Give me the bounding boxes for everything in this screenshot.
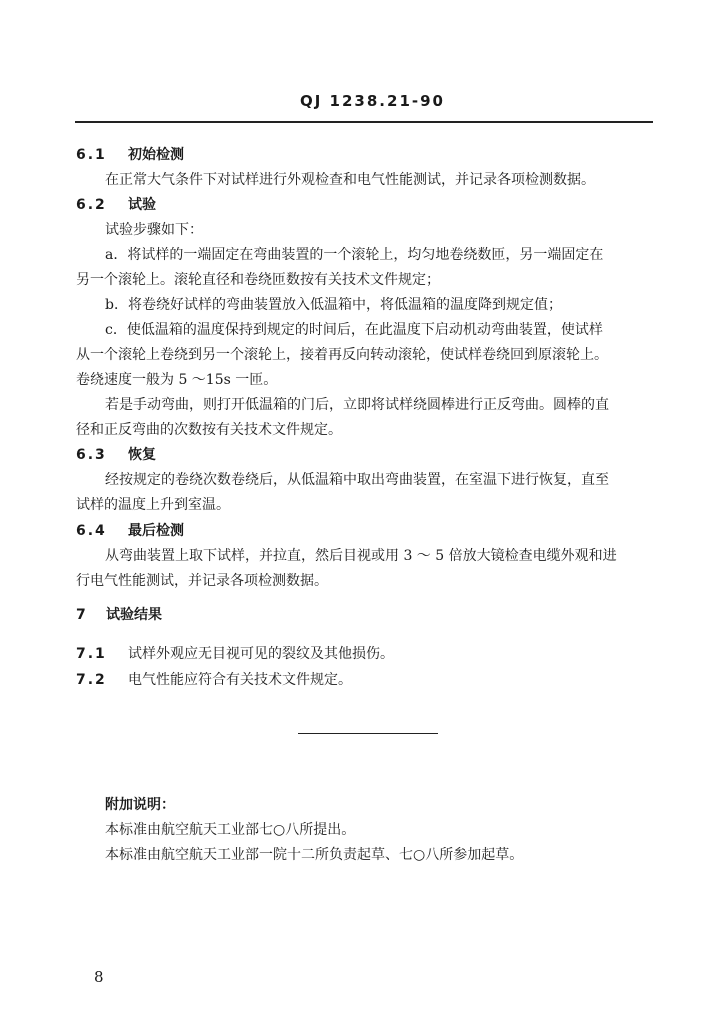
paragraph: 试样的温度上升到室温。 <box>76 497 230 513</box>
paragraph: 在正常大气条件下对试样进行外观检查和电气性能测试，并记录各项检测数据。 <box>105 172 595 188</box>
section-number: 6.3 <box>76 447 107 463</box>
note-title: 附加说明： <box>105 797 175 813</box>
paragraph: 行电气性能测试，并记录各项检测数据。 <box>76 573 328 589</box>
paragraph: 试验步骤如下： <box>105 222 203 238</box>
note-line: 本标准由航空航天工业部一院十二所负责起草、七○八所参加起草。 <box>105 847 524 863</box>
clause-7-2 <box>76 670 352 690</box>
section-number: 7 <box>76 607 86 623</box>
paragraph: 从一个滚轮上卷绕到另一个滚轮上，接着再反向转动滚轮，使试样卷绕回到原滚轮上。 <box>76 347 608 363</box>
note-line: 本标准由航空航天工业部七○八所提出。 <box>105 822 356 838</box>
heading-7 <box>76 605 162 625</box>
clause-7-1 <box>76 644 394 664</box>
header-rule <box>75 121 653 123</box>
standard-code-header: QJ 1238.21-90 <box>300 92 445 110</box>
section-number: 6.4 <box>76 523 107 539</box>
paragraph: a．将试样的一端固定在弯曲装置的一个滚轮上，均匀地卷绕数匝，另一端固定在 <box>105 247 604 263</box>
clause-text: 试样外观应无目视可见的裂纹及其他损伤。 <box>128 646 394 662</box>
section-number: 7.2 <box>76 672 107 688</box>
paragraph: 卷绕速度一般为 5 ～15s 一匝。 <box>76 372 278 388</box>
section-title: 最后检测 <box>128 523 184 539</box>
heading-6-1 <box>76 145 184 165</box>
section-title: 恢复 <box>128 447 156 463</box>
section-title: 试验 <box>128 197 156 213</box>
section-title: 初始检测 <box>128 147 184 163</box>
section-number: 7.1 <box>76 646 107 662</box>
section-title: 试验结果 <box>106 607 162 623</box>
section-number: 6.1 <box>76 147 107 163</box>
page-number: 8 <box>94 968 104 986</box>
heading-6-4 <box>76 521 184 541</box>
heading-6-2 <box>76 195 156 215</box>
paragraph: c．使低温箱的温度保持到规定的时间后，在此温度下启动机动弯曲装置，使试样 <box>105 322 603 338</box>
section-number: 6.2 <box>76 197 107 213</box>
paragraph: 从弯曲装置上取下试样，并拉直，然后目视或用 3 ～ 5 倍放大镜检查电缆外观和进 <box>105 548 617 564</box>
paragraph: 若是手动弯曲，则打开低温箱的门后，立即将试样绕圆棒进行正反弯曲。圆棒的直 <box>105 397 609 413</box>
paragraph: 经按规定的卷绕次数卷绕后，从低温箱中取出弯曲装置，在室温下进行恢复，直至 <box>105 472 609 488</box>
paragraph: 另一个滚轮上。滚轮直径和卷绕匝数按有关技术文件规定； <box>76 272 440 288</box>
paragraph: 径和正反弯曲的次数按有关技术文件规定。 <box>76 422 342 438</box>
heading-6-3 <box>76 445 156 465</box>
clause-text: 电气性能应符合有关技术文件规定。 <box>128 672 352 688</box>
paragraph: b．将卷绕好试样的弯曲装置放入低温箱中，将低温箱的温度降到规定值； <box>105 297 562 313</box>
end-rule <box>298 733 438 734</box>
